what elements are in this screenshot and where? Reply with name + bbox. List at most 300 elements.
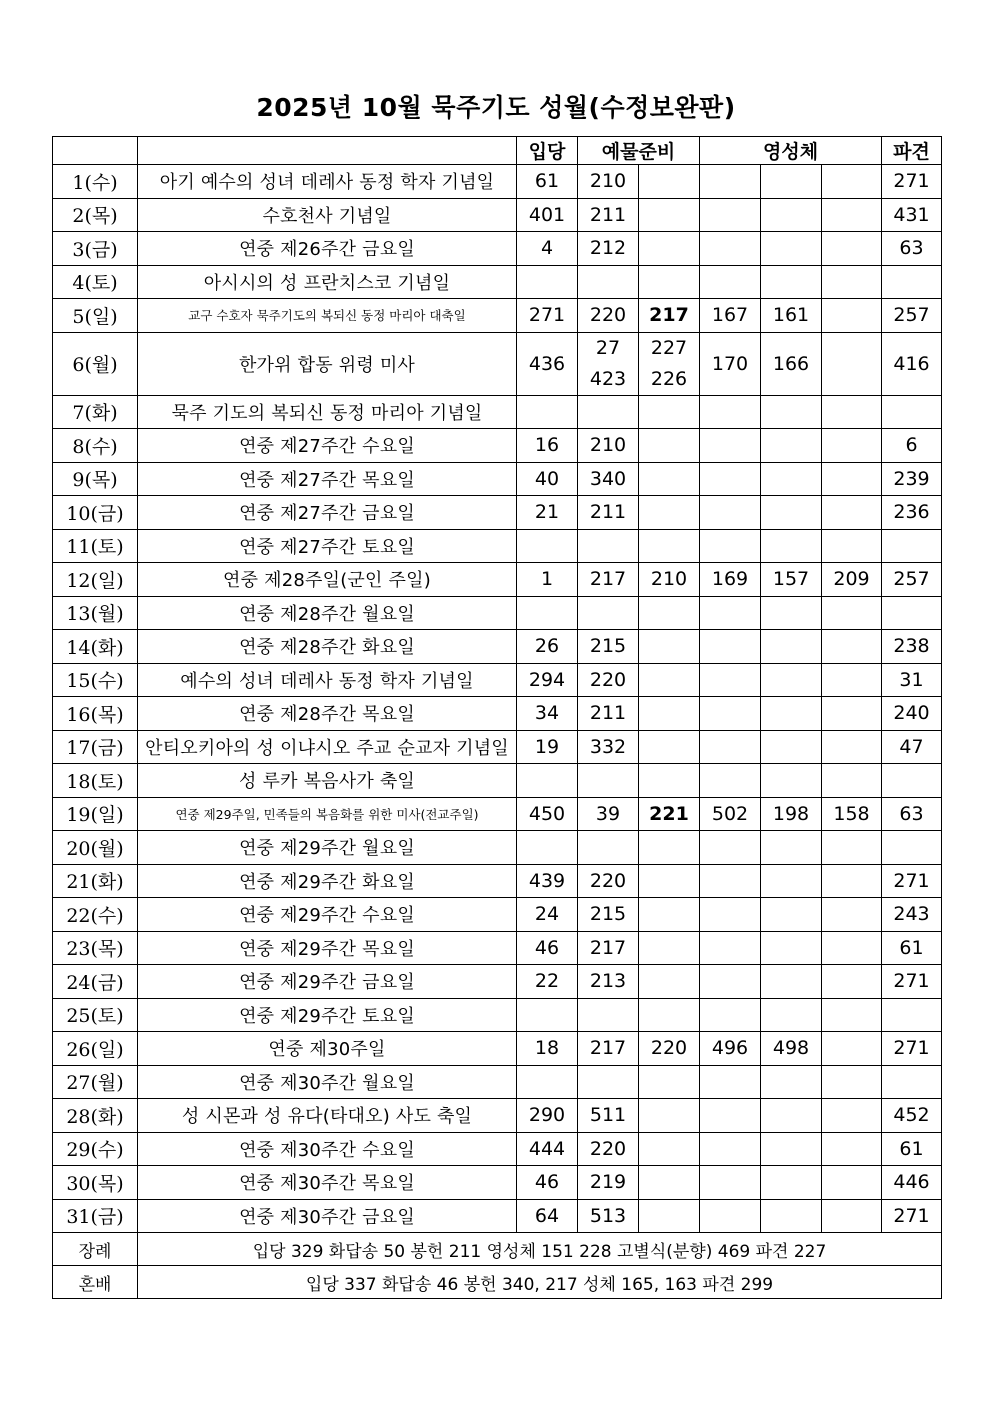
communion-cell-3 (822, 864, 882, 898)
day-cell: 15(수) (53, 663, 138, 697)
offertory-cell-1: 220 (578, 663, 639, 697)
entrance-cell: 450 (517, 797, 578, 831)
event-cell: 예수의 성녀 데레사 동정 학자 기념일 (138, 663, 517, 697)
communion-cell-1 (700, 1099, 761, 1133)
offertory-value: 423 (589, 367, 627, 390)
table-row (53, 395, 942, 429)
event-cell: 연중 제26주간 금요일 (138, 232, 517, 266)
offertory-value: 27 (595, 336, 621, 359)
communion-cell-2 (761, 165, 822, 199)
table-row (53, 496, 942, 530)
table-row (53, 1166, 942, 1200)
offertory-cell-1 (578, 265, 639, 299)
offertory-cell-1: 511 (578, 1099, 639, 1133)
dismissal-cell: 236 (882, 496, 942, 530)
offertory-cell-2 (639, 462, 700, 496)
communion-cell-1 (700, 630, 761, 664)
offertory-cell-2: 221 (639, 797, 700, 831)
entrance-cell: 64 (517, 1199, 578, 1233)
entrance-cell (517, 831, 578, 865)
communion-cell-2: 498 (761, 1032, 822, 1066)
table-row (53, 965, 942, 999)
dismissal-cell (882, 529, 942, 563)
offertory-cell-1 (578, 596, 639, 630)
day-cell: 28(화) (53, 1099, 138, 1133)
day-cell: 2(목) (53, 198, 138, 232)
offertory-cell-1: 212 (578, 232, 639, 266)
offertory-cell-1: 217 (578, 931, 639, 965)
communion-cell-1: 502 (700, 797, 761, 831)
offertory-cell-1: 211 (578, 496, 639, 530)
event-cell: 연중 제27주간 수요일 (138, 429, 517, 463)
communion-cell-2: 161 (761, 299, 822, 333)
entrance-cell: 4 (517, 232, 578, 266)
offertory-cell-2 (639, 429, 700, 463)
offertory-cell-2 (639, 965, 700, 999)
communion-cell-1 (700, 998, 761, 1032)
communion-cell-2 (761, 1099, 822, 1133)
dismissal-cell: 47 (882, 730, 942, 764)
communion-cell-1 (700, 730, 761, 764)
communion-cell-2 (761, 898, 822, 932)
event-cell: 연중 제29주간 수요일 (138, 898, 517, 932)
table-row (53, 998, 942, 1032)
communion-cell-3 (822, 730, 882, 764)
offertory-cell-1 (578, 998, 639, 1032)
dismissal-cell (882, 1065, 942, 1099)
table-row (53, 529, 942, 563)
offertory-cell-2 (639, 1099, 700, 1133)
dismissal-cell (882, 831, 942, 865)
footer-row (53, 1233, 942, 1266)
entrance-cell: 19 (517, 730, 578, 764)
communion-cell-1 (700, 165, 761, 199)
table-row (53, 797, 942, 831)
table-row (53, 831, 942, 865)
communion-cell-3 (822, 1166, 882, 1200)
entrance-cell: 444 (517, 1132, 578, 1166)
offertory-value: 226 (650, 367, 688, 390)
dismissal-cell: 257 (882, 299, 942, 333)
dismissal-cell: 6 (882, 429, 942, 463)
offertory-cell-2 (639, 265, 700, 299)
entrance-cell: 294 (517, 663, 578, 697)
day-cell: 5(일) (53, 299, 138, 333)
event-cell: 연중 제29주간 월요일 (138, 831, 517, 865)
offertory-cell-1: 210 (578, 165, 639, 199)
offertory-cell-1: 213 (578, 965, 639, 999)
header-dismissal: 파견 (882, 137, 942, 165)
communion-cell-1 (700, 831, 761, 865)
event-cell: 연중 제30주간 수요일 (138, 1132, 517, 1166)
event-cell: 성 시몬과 성 유다(타대오) 사도 축일 (138, 1099, 517, 1133)
event-cell: 한가위 합동 위령 미사 (138, 332, 517, 395)
entrance-cell: 401 (517, 198, 578, 232)
communion-cell-1 (700, 1166, 761, 1200)
table-row (53, 1032, 942, 1066)
day-cell: 29(수) (53, 1132, 138, 1166)
dismissal-cell (882, 998, 942, 1032)
offertory-cell-1 (578, 764, 639, 798)
table-row (53, 332, 942, 395)
day-cell: 17(금) (53, 730, 138, 764)
communion-cell-2 (761, 596, 822, 630)
dismissal-cell: 239 (882, 462, 942, 496)
offertory-cell-2 (639, 898, 700, 932)
communion-cell-2 (761, 395, 822, 429)
event-cell: 연중 제29주간 화요일 (138, 864, 517, 898)
day-cell: 19(일) (53, 797, 138, 831)
offertory-cell-2 (639, 864, 700, 898)
day-cell: 25(토) (53, 998, 138, 1032)
entrance-cell: 290 (517, 1099, 578, 1133)
offertory-cell-1 (578, 332, 639, 395)
communion-cell-3 (822, 596, 882, 630)
footer-text: 입당 329 화답송 50 봉헌 211 영성체 151 228 고별식(분향) 469 파견 227 (138, 1233, 942, 1266)
offertory-cell-2 (639, 831, 700, 865)
table-row (53, 630, 942, 664)
communion-cell-3 (822, 198, 882, 232)
footer-text: 입당 337 화답송 46 봉헌 340, 217 성체 165, 163 파견 299 (138, 1266, 942, 1299)
communion-cell-1 (700, 898, 761, 932)
offertory-value: 227 (650, 336, 688, 359)
table-row (53, 764, 942, 798)
offertory-cell-1: 39 (578, 797, 639, 831)
communion-cell-1 (700, 1065, 761, 1099)
entrance-cell: 40 (517, 462, 578, 496)
offertory-cell-1: 340 (578, 462, 639, 496)
table-row (53, 730, 942, 764)
offertory-cell-2: 217 (639, 299, 700, 333)
entrance-cell: 16 (517, 429, 578, 463)
communion-cell-3 (822, 831, 882, 865)
day-cell: 30(목) (53, 1166, 138, 1200)
event-cell: 연중 제27주간 금요일 (138, 496, 517, 530)
dismissal-cell: 61 (882, 931, 942, 965)
dismissal-cell: 61 (882, 1132, 942, 1166)
communion-cell-2 (761, 697, 822, 731)
offertory-cell-2 (639, 232, 700, 266)
offertory-cell-1: 215 (578, 898, 639, 932)
event-cell: 묵주 기도의 복되신 동정 마리아 기념일 (138, 395, 517, 429)
entrance-cell: 21 (517, 496, 578, 530)
offertory-cell-2 (639, 697, 700, 731)
entrance-cell (517, 596, 578, 630)
entrance-cell (517, 265, 578, 299)
offertory-cell-1 (578, 529, 639, 563)
entrance-cell (517, 395, 578, 429)
day-cell: 1(수) (53, 165, 138, 199)
communion-cell-3 (822, 332, 882, 395)
hymn-schedule-table (52, 136, 942, 1299)
offertory-cell-1: 220 (578, 864, 639, 898)
communion-cell-3 (822, 529, 882, 563)
offertory-cell-2 (639, 198, 700, 232)
offertory-cell-2 (639, 663, 700, 697)
communion-cell-1: 170 (700, 332, 761, 395)
dismissal-cell: 431 (882, 198, 942, 232)
communion-cell-1: 167 (700, 299, 761, 333)
communion-cell-3 (822, 1032, 882, 1066)
communion-cell-1 (700, 232, 761, 266)
communion-cell-1 (700, 496, 761, 530)
communion-cell-3 (822, 663, 882, 697)
communion-cell-1 (700, 931, 761, 965)
offertory-cell-2 (639, 596, 700, 630)
day-cell: 3(금) (53, 232, 138, 266)
event-cell: 연중 제27주간 목요일 (138, 462, 517, 496)
entrance-cell: 22 (517, 965, 578, 999)
day-cell: 6(월) (53, 332, 138, 395)
header-offertory: 예물준비 (578, 137, 700, 165)
entrance-cell (517, 998, 578, 1032)
communion-cell-1 (700, 764, 761, 798)
day-cell: 11(토) (53, 529, 138, 563)
offertory-cell-1: 217 (578, 563, 639, 597)
day-cell: 16(목) (53, 697, 138, 731)
communion-cell-1: 169 (700, 563, 761, 597)
offertory-cell-1 (578, 831, 639, 865)
header-blank-event (138, 137, 517, 165)
communion-cell-2 (761, 1132, 822, 1166)
day-cell: 23(목) (53, 931, 138, 965)
communion-cell-2: 157 (761, 563, 822, 597)
communion-cell-2 (761, 462, 822, 496)
table-row (53, 198, 942, 232)
event-cell: 연중 제30주일 (138, 1032, 517, 1066)
communion-cell-2 (761, 1199, 822, 1233)
dismissal-cell: 271 (882, 1032, 942, 1066)
dismissal-cell: 416 (882, 332, 942, 395)
day-cell: 26(일) (53, 1032, 138, 1066)
communion-cell-1 (700, 1132, 761, 1166)
offertory-cell-2 (639, 931, 700, 965)
communion-cell-1 (700, 864, 761, 898)
communion-cell-1 (700, 663, 761, 697)
table-row (53, 563, 942, 597)
event-cell: 연중 제28주간 월요일 (138, 596, 517, 630)
communion-cell-3 (822, 898, 882, 932)
offertory-cell-2 (639, 332, 700, 395)
communion-cell-3 (822, 165, 882, 199)
communion-cell-1 (700, 265, 761, 299)
offertory-cell-1: 215 (578, 630, 639, 664)
entrance-cell: 34 (517, 697, 578, 731)
dismissal-cell (882, 764, 942, 798)
communion-cell-2 (761, 931, 822, 965)
entrance-cell: 271 (517, 299, 578, 333)
communion-cell-3 (822, 1132, 882, 1166)
event-cell: 성 루카 복음사가 축일 (138, 764, 517, 798)
offertory-cell-1: 220 (578, 1132, 639, 1166)
dismissal-cell: 31 (882, 663, 942, 697)
communion-cell-1 (700, 697, 761, 731)
day-cell: 18(토) (53, 764, 138, 798)
offertory-cell-1: 211 (578, 697, 639, 731)
entrance-cell: 46 (517, 1166, 578, 1200)
entrance-cell: 24 (517, 898, 578, 932)
table-row (53, 663, 942, 697)
event-cell: 연중 제30주간 금요일 (138, 1199, 517, 1233)
table-row (53, 1132, 942, 1166)
day-cell: 10(금) (53, 496, 138, 530)
footer-row (53, 1266, 942, 1299)
offertory-cell-2 (639, 730, 700, 764)
day-cell: 20(월) (53, 831, 138, 865)
day-cell: 31(금) (53, 1199, 138, 1233)
dismissal-cell: 452 (882, 1099, 942, 1133)
communion-cell-1: 496 (700, 1032, 761, 1066)
dismissal-cell: 63 (882, 232, 942, 266)
communion-cell-2 (761, 864, 822, 898)
communion-cell-3 (822, 299, 882, 333)
communion-cell-2 (761, 965, 822, 999)
day-cell: 7(화) (53, 395, 138, 429)
day-cell: 9(목) (53, 462, 138, 496)
communion-cell-2 (761, 198, 822, 232)
offertory-cell-2 (639, 1166, 700, 1200)
communion-cell-1 (700, 429, 761, 463)
communion-cell-3 (822, 429, 882, 463)
communion-cell-3: 209 (822, 563, 882, 597)
offertory-cell-2 (639, 529, 700, 563)
communion-cell-2 (761, 630, 822, 664)
table-row (53, 697, 942, 731)
communion-cell-2 (761, 831, 822, 865)
communion-cell-2 (761, 998, 822, 1032)
table-row (53, 165, 942, 199)
communion-cell-2 (761, 730, 822, 764)
communion-cell-1 (700, 596, 761, 630)
communion-cell-1 (700, 462, 761, 496)
event-cell: 교구 수호자 묵주기도의 복되신 동정 마리아 대축일 (138, 299, 517, 333)
table-row (53, 1099, 942, 1133)
dismissal-cell: 243 (882, 898, 942, 932)
entrance-cell: 46 (517, 931, 578, 965)
offertory-cell-2 (639, 1132, 700, 1166)
communion-cell-3 (822, 232, 882, 266)
offertory-cell-2 (639, 165, 700, 199)
day-cell: 4(토) (53, 265, 138, 299)
table-row (53, 232, 942, 266)
offertory-cell-2: 210 (639, 563, 700, 597)
offertory-cell-2 (639, 395, 700, 429)
day-cell: 27(월) (53, 1065, 138, 1099)
event-cell: 연중 제29주간 토요일 (138, 998, 517, 1032)
communion-cell-2 (761, 265, 822, 299)
communion-cell-3 (822, 931, 882, 965)
communion-cell-1 (700, 529, 761, 563)
dismissal-cell: 257 (882, 563, 942, 597)
communion-cell-3 (822, 764, 882, 798)
header-entrance: 입당 (517, 137, 578, 165)
day-cell: 14(화) (53, 630, 138, 664)
communion-cell-3 (822, 496, 882, 530)
event-cell: 연중 제30주간 목요일 (138, 1166, 517, 1200)
dismissal-cell: 271 (882, 165, 942, 199)
day-cell: 13(월) (53, 596, 138, 630)
communion-cell-3 (822, 998, 882, 1032)
dismissal-cell: 240 (882, 697, 942, 731)
dismissal-cell: 271 (882, 1199, 942, 1233)
table-row (53, 1065, 942, 1099)
entrance-cell: 1 (517, 563, 578, 597)
dismissal-cell (882, 265, 942, 299)
dismissal-cell (882, 596, 942, 630)
footer-label: 혼배 (53, 1266, 138, 1299)
event-cell: 연중 제28주간 화요일 (138, 630, 517, 664)
communion-cell-2 (761, 429, 822, 463)
offertory-cell-2: 220 (639, 1032, 700, 1066)
table-row (53, 1199, 942, 1233)
table-row (53, 462, 942, 496)
communion-cell-3 (822, 1065, 882, 1099)
entrance-cell: 61 (517, 165, 578, 199)
event-cell: 연중 제29주일, 민족들의 복음화를 위한 미사(전교주일) (138, 797, 517, 831)
event-cell: 연중 제28주간 목요일 (138, 697, 517, 731)
offertory-cell-1: 219 (578, 1166, 639, 1200)
offertory-cell-1: 211 (578, 198, 639, 232)
dismissal-cell: 63 (882, 797, 942, 831)
communion-cell-3: 158 (822, 797, 882, 831)
communion-cell-2 (761, 1166, 822, 1200)
day-cell: 24(금) (53, 965, 138, 999)
event-cell: 안티오키아의 성 이냐시오 주교 순교자 기념일 (138, 730, 517, 764)
communion-cell-1 (700, 395, 761, 429)
offertory-cell-2 (639, 1199, 700, 1233)
header-blank-day (53, 137, 138, 165)
communion-cell-3 (822, 462, 882, 496)
entrance-cell: 439 (517, 864, 578, 898)
event-cell: 연중 제27주간 토요일 (138, 529, 517, 563)
header-communion: 영성체 (700, 137, 882, 165)
communion-cell-2 (761, 764, 822, 798)
communion-cell-2 (761, 496, 822, 530)
communion-cell-3 (822, 395, 882, 429)
event-cell: 연중 제29주간 목요일 (138, 931, 517, 965)
entrance-cell: 436 (517, 332, 578, 395)
communion-cell-3 (822, 1199, 882, 1233)
offertory-cell-2 (639, 998, 700, 1032)
communion-cell-3 (822, 630, 882, 664)
offertory-cell-2 (639, 630, 700, 664)
event-cell: 연중 제30주간 월요일 (138, 1065, 517, 1099)
communion-cell-3 (822, 965, 882, 999)
communion-cell-3 (822, 697, 882, 731)
communion-cell-1 (700, 198, 761, 232)
communion-cell-3 (822, 1099, 882, 1133)
table-header-row (53, 137, 942, 165)
offertory-cell-2 (639, 764, 700, 798)
day-cell: 12(일) (53, 563, 138, 597)
dismissal-cell (882, 395, 942, 429)
event-cell: 아시시의 성 프란치스코 기념일 (138, 265, 517, 299)
communion-cell-3 (822, 265, 882, 299)
communion-cell-2 (761, 232, 822, 266)
entrance-cell (517, 1065, 578, 1099)
day-cell: 21(화) (53, 864, 138, 898)
offertory-cell-1 (578, 1065, 639, 1099)
table-row (53, 864, 942, 898)
offertory-cell-1 (578, 395, 639, 429)
offertory-cell-2 (639, 496, 700, 530)
event-cell: 연중 제28주일(군인 주일) (138, 563, 517, 597)
communion-cell-1 (700, 1199, 761, 1233)
offertory-cell-1: 210 (578, 429, 639, 463)
table-row (53, 898, 942, 932)
dismissal-cell: 238 (882, 630, 942, 664)
event-cell: 연중 제29주간 금요일 (138, 965, 517, 999)
